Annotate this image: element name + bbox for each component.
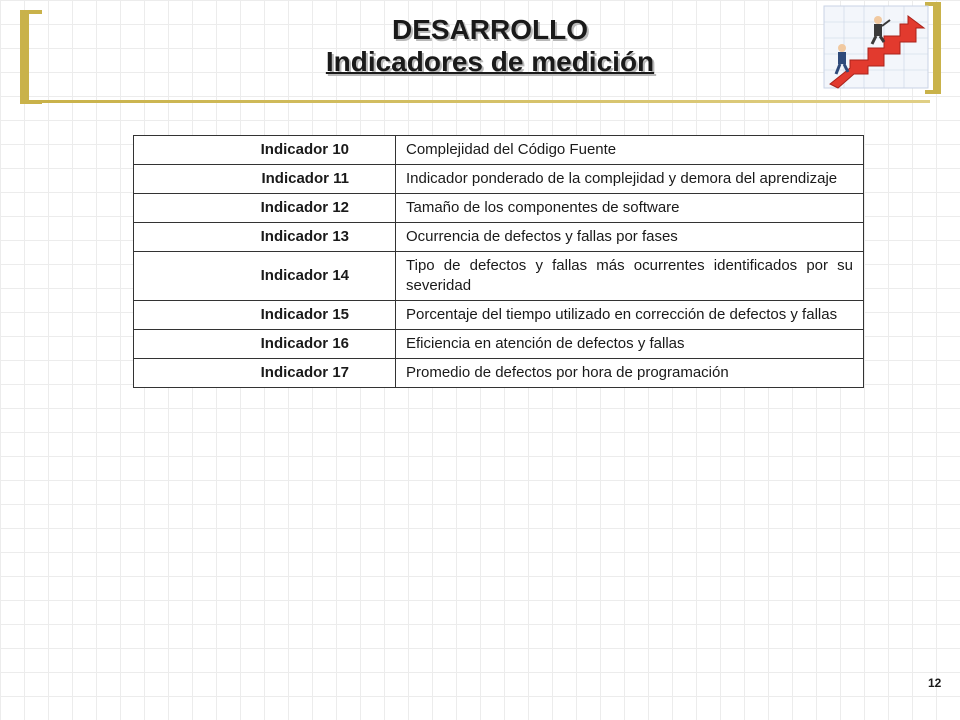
indicator-description: Tipo de defectos y fallas más ocurrentes identificados por su severidad — [396, 252, 864, 301]
slide-title — [240, 14, 740, 78]
indicator-label: Indicador 14 — [134, 252, 396, 301]
title-underline-rule — [40, 100, 930, 103]
indicator-description: Promedio de defectos por hora de programación — [396, 359, 864, 388]
indicator-label: Indicador 13 — [134, 223, 396, 252]
indicator-label: Indicador 15 — [134, 301, 396, 330]
indicator-description: Tamaño de los componentes de software — [396, 194, 864, 223]
indicator-label: Indicador 16 — [134, 330, 396, 359]
title-line-1: DESARROLLO — [392, 14, 588, 45]
indicator-label: Indicador 11 — [134, 165, 396, 194]
table-row — [134, 194, 864, 223]
indicator-description: Complejidad del Código Fuente — [396, 136, 864, 165]
page-number: 12 — [928, 676, 942, 690]
table-row — [134, 301, 864, 330]
table-row — [134, 330, 864, 359]
table-row — [134, 359, 864, 388]
indicators-table — [133, 135, 864, 388]
table-row — [134, 136, 864, 165]
business-people-climbing-arrow-icon — [820, 2, 932, 92]
table-row — [134, 252, 864, 301]
table-row — [134, 223, 864, 252]
indicator-description: Eficiencia en atención de defectos y fallas — [396, 330, 864, 359]
indicator-label: Indicador 12 — [134, 194, 396, 223]
left-bracket-decoration — [20, 10, 42, 104]
table-row — [134, 165, 864, 194]
indicator-label: Indicador 10 — [134, 136, 396, 165]
indicator-description: Porcentaje del tiempo utilizado en corrección de defectos y fallas — [396, 301, 864, 330]
indicator-description: Ocurrencia de defectos y fallas por fases — [396, 223, 864, 252]
indicator-description: Indicador ponderado de la complejidad y demora del aprendizaje — [396, 165, 864, 194]
title-line-2: Indicadores de medición — [325, 46, 655, 77]
indicator-label: Indicador 17 — [134, 359, 396, 388]
